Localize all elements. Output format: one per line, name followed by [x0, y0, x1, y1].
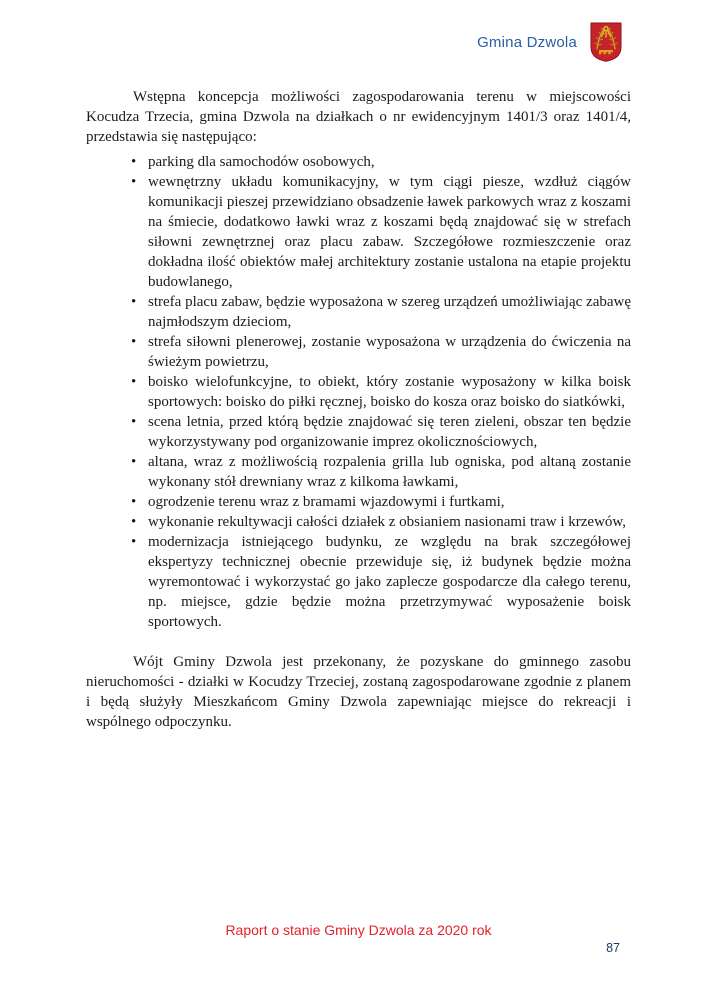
bullet-item-text: ogrodzenie terenu wraz z bramami wjazdowymi i furtkami, [148, 494, 505, 510]
bullet-item [86, 452, 631, 492]
bullet-item-text: boisko wielofunkcyjne, to obiekt, który zostanie wyposażony w kilka boisk sportowych: boisko do piłki ręcznej, boisko do kosza oraz boisko do siatkówki, [148, 374, 631, 410]
bullet-item-text: strefa siłowni plenerowej, zostanie wyposażona w urządzenia do ćwiczenia na świeżym powietrzu, [148, 334, 631, 370]
bullet-item-text: strefa placu zabaw, będzie wyposażona w szereg urządzeń umożliwiając zabawę najmłodszym dzieciom, [148, 294, 631, 330]
closing-paragraph: Wójt Gminy Dzwola jest przekonany, że pozyskane do gminnego zasobu nieruchomości - działki w Kocudzy Trzeciej, zostaną zagospodarowane zgodnie z planem i będą służyły Mieszkańcom Gminy Dzwola zapewniając miejsce do rekreacji i wspólnego odpoczynku. [86, 654, 631, 730]
coat-of-arms-icon [589, 22, 623, 62]
bullet-item-text: altana, wraz z możliwością rozpalenia grilla lub ogniska, pod altaną zostanie wykonany stół drewniany wraz z kilkoma ławkami, [148, 454, 631, 490]
bullet-item-text: wewnętrzny układu komunikacyjny, w tym ciągi piesze, wzdłuż ciągów komunikacji pieszej przewidziano obsadzenie ławek parkowych wraz z koszami na śmiecie, dodatkowo ławki wraz z koszami będą znajdować się w strefach siłowni zewnętrznej oraz placu zabaw. Szczegółowe rozmieszczenie oraz dokładna ilość obiektów małej architektury zostanie ustalona na etapie projektu budowlanego, [148, 174, 631, 290]
bullet-item [86, 512, 631, 532]
bullet-item [86, 532, 631, 632]
bullet-item [86, 332, 631, 372]
footer-report-title: Raport o stanie Gminy Dzwola za 2020 rok [225, 922, 492, 938]
page-number: 87 [606, 941, 620, 955]
bullet-list [86, 152, 631, 632]
bullet-item [86, 292, 631, 332]
bullet-item-text: scena letnia, przed którą będzie znajdować się teren zieleni, obszar ten będzie wykorzystywany pod organizowanie imprez okolicznościowych, [148, 414, 631, 450]
bullet-item-text: modernizacja istniejącego budynku, ze względu na brak szczegółowej ekspertyzy technicznej obecnie przewiduje się, iż budynek będzie można wyremontować i wykorzystać go jako zaplecze gospodarcze dla całego terenu, np. miejsce, gdzie będzie można przetrzymywać wyposażenie boisk sportowych. [148, 534, 631, 630]
document-body [86, 87, 631, 732]
bullet-item [86, 412, 631, 452]
bullet-item-text: parking dla samochodów osobowych, [148, 154, 375, 170]
bullet-item-text: wykonanie rekultywacji całości działek z obsianiem nasionami traw i krzewów, [148, 514, 627, 530]
org-name-label: Gmina Dzwola [477, 33, 577, 51]
bullet-item [86, 492, 631, 512]
bullet-item [86, 172, 631, 292]
intro-paragraph: Wstępna koncepcja możliwości zagospodarowania terenu w miejscowości Kocudza Trzecia, gmina Dzwola na działkach o nr ewidencyjnym 1401/3 oraz 1401/4, przedstawia się następująco: [86, 89, 631, 145]
bullet-item [86, 152, 631, 172]
bullet-item [86, 372, 631, 412]
page-header [477, 22, 623, 62]
